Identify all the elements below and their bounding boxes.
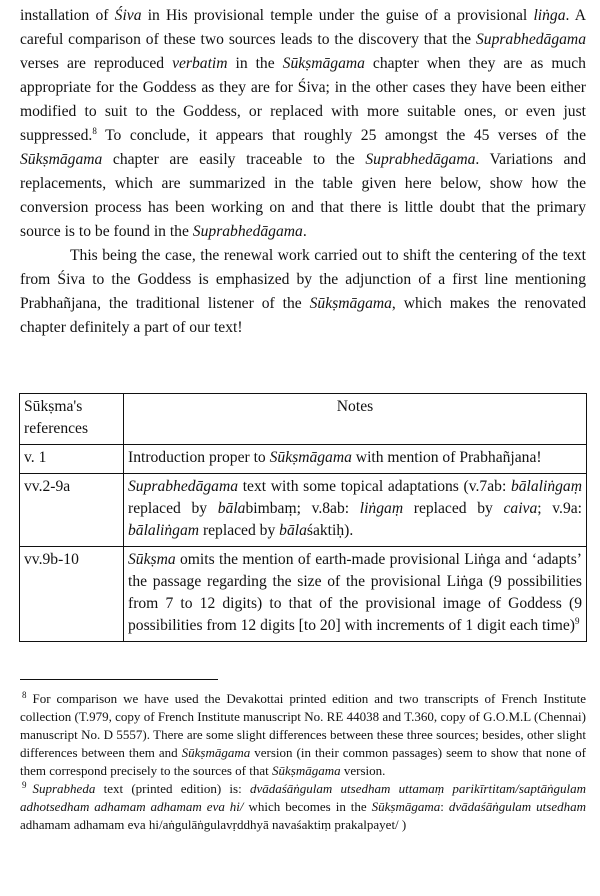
italic-term: liṅga bbox=[533, 7, 566, 24]
text-run: in His provisional temple under the guise of a provisional bbox=[141, 7, 534, 24]
body-text bbox=[20, 4, 586, 340]
italic-term: Sūkṣmāgama bbox=[371, 799, 441, 814]
row-reference: vv.9b-10 bbox=[20, 547, 124, 642]
italic-term: Suprabheda bbox=[32, 781, 96, 796]
text-run: : bbox=[440, 799, 449, 814]
paragraph-2 bbox=[20, 244, 586, 340]
footnote-ref: 8 bbox=[92, 125, 97, 136]
row-note bbox=[124, 474, 587, 547]
text-run: For comparison we have used the Devakottai printed edition and two transcripts of French Institute collection (T.979, copy of French Institute manuscript No. RE 44038 and T.360, copy of G.O.M.L (Chennai) manuscript No. D 5557). There are some slight differences between these three sources; besides, other slight differences between them and bbox=[20, 691, 586, 760]
italic-term: verbatim bbox=[172, 55, 228, 72]
italic-term: Suprabhedāgama bbox=[365, 151, 476, 168]
comparison-table bbox=[19, 393, 587, 642]
footnote-9 bbox=[20, 780, 586, 834]
text-run: bimbaṃ; v.8ab: bbox=[245, 500, 360, 517]
italic-term: Sūkṣma bbox=[128, 551, 176, 568]
footnote-number: 8 bbox=[22, 689, 27, 700]
header-references: Sūkṣma's references bbox=[20, 394, 124, 445]
italic-term: bāla bbox=[217, 500, 246, 517]
table-row bbox=[20, 547, 587, 642]
text-run: version. bbox=[340, 763, 386, 778]
italic-term: dvādaśāṅgulam utsedham uttamaṃ parikīrtitam/saptāṅgulam adhotsedham adhamam adhamam eva hi/ bbox=[20, 781, 586, 814]
row-reference: v. 1 bbox=[20, 445, 124, 474]
italic-term: bālaliṅgam bbox=[128, 522, 200, 539]
text-run: verses are reproduced bbox=[20, 55, 173, 72]
text-run: . Variations and replacements, which are summarized in the table given here below, show how the conversion process has been working on and that there is little doubt that the primary source is to be found in the bbox=[20, 151, 587, 240]
italic-term: Suprabhedāgama bbox=[192, 223, 303, 240]
text-run: To conclude, it appears that roughly 25 amongst the 45 verses of the bbox=[96, 127, 586, 144]
table-header-row bbox=[20, 394, 587, 445]
footnotes bbox=[20, 690, 586, 834]
table-row bbox=[20, 445, 587, 474]
text-run: Introduction proper to bbox=[128, 449, 270, 466]
italic-term: caiva bbox=[503, 500, 538, 517]
italic-term: Sūkṣmāgama bbox=[271, 763, 341, 778]
footnote-text bbox=[20, 781, 586, 832]
italic-term: Suprabhedāgama bbox=[128, 478, 239, 495]
italic-term: dvādaśāṅgulam utsedham bbox=[448, 799, 586, 814]
text-run: replaced by bbox=[199, 522, 280, 539]
text-run: version (in their common passages) seem to show that none of them correspond precisely to the sources of that bbox=[20, 745, 586, 778]
text-run: , which makes the renovated chapter definitely a part of our text! bbox=[20, 295, 587, 336]
text-run: which becomes in the bbox=[243, 799, 372, 814]
text-run: chapter are easily traceable to the bbox=[102, 151, 366, 168]
italic-term: bālaliṅgaṃ bbox=[510, 478, 582, 495]
italic-term: Sūkṣmāgama bbox=[181, 745, 251, 760]
header-notes: Notes bbox=[124, 394, 587, 445]
italic-term: Śiva bbox=[114, 7, 142, 24]
italic-term: Sūkṣmāgama bbox=[309, 295, 392, 312]
text-run: chapter when they are as much appropriate for the Goddess as they are for Śiva; in the other cases they have been either modified to suit to the Goddess, or replaced with more suitable ones, or even just suppressed. bbox=[20, 55, 586, 144]
text-run: text (printed edition) is: bbox=[95, 781, 250, 796]
italic-term: Sūkṣmāgama bbox=[269, 449, 352, 466]
text-run: omits the mention of earth-made provisional Liṅga and ‘adapts’ the passage regarding the size of the provisional Liṅga (9 possibilities from 7 to 12 digits) to that of the provisional image of Goddess (9 possibilities from 12 digits [to 20] with increments of 1 digit each time) bbox=[128, 551, 582, 634]
row-note bbox=[124, 445, 587, 474]
text-run: This being the case, the renewal work carried out to shift the centering of the text from Śiva to the Goddess is emphasized by the adjunction of a first line mentioning Prabhañjana, the traditional listener of the bbox=[20, 247, 586, 312]
italic-term: Sūkṣmāgama bbox=[20, 151, 103, 168]
italic-term: liṅgaṃ bbox=[359, 500, 404, 517]
table-row bbox=[20, 474, 587, 547]
text-run: replaced by bbox=[403, 500, 504, 517]
italic-term: bāla bbox=[279, 522, 307, 539]
text-run: śaktiḥ). bbox=[306, 522, 354, 539]
text-run: . bbox=[302, 223, 307, 240]
italic-term: Sūkṣmāgama bbox=[282, 55, 365, 72]
row-reference: vv.2-9a bbox=[20, 474, 124, 547]
footnote-number: 9 bbox=[22, 779, 27, 790]
text-run: ; v.9a: bbox=[537, 500, 582, 517]
footnote-ref: 9 bbox=[574, 615, 580, 626]
paragraph-1 bbox=[20, 4, 586, 244]
italic-term: Suprabhedāgama bbox=[475, 31, 586, 48]
text-run: replaced by bbox=[128, 500, 218, 517]
footnote-divider bbox=[20, 679, 218, 680]
text-run: adhamam adhamam eva hi/aṅgulāṅgulavṛddhyā navaśaktiṃ prakalpayet/ ) bbox=[20, 817, 407, 832]
text-run: installation of bbox=[20, 7, 115, 24]
text-run: . A careful comparison of these two sources leads to the discovery that the bbox=[20, 7, 586, 48]
row-note bbox=[124, 547, 587, 642]
text-run: text with some topical adaptations (v.7ab: bbox=[238, 478, 511, 495]
footnote-8 bbox=[20, 690, 586, 780]
text-run: with mention of Prabhañjana! bbox=[351, 449, 542, 466]
text-run: in the bbox=[227, 55, 283, 72]
footnote-text bbox=[20, 691, 586, 778]
